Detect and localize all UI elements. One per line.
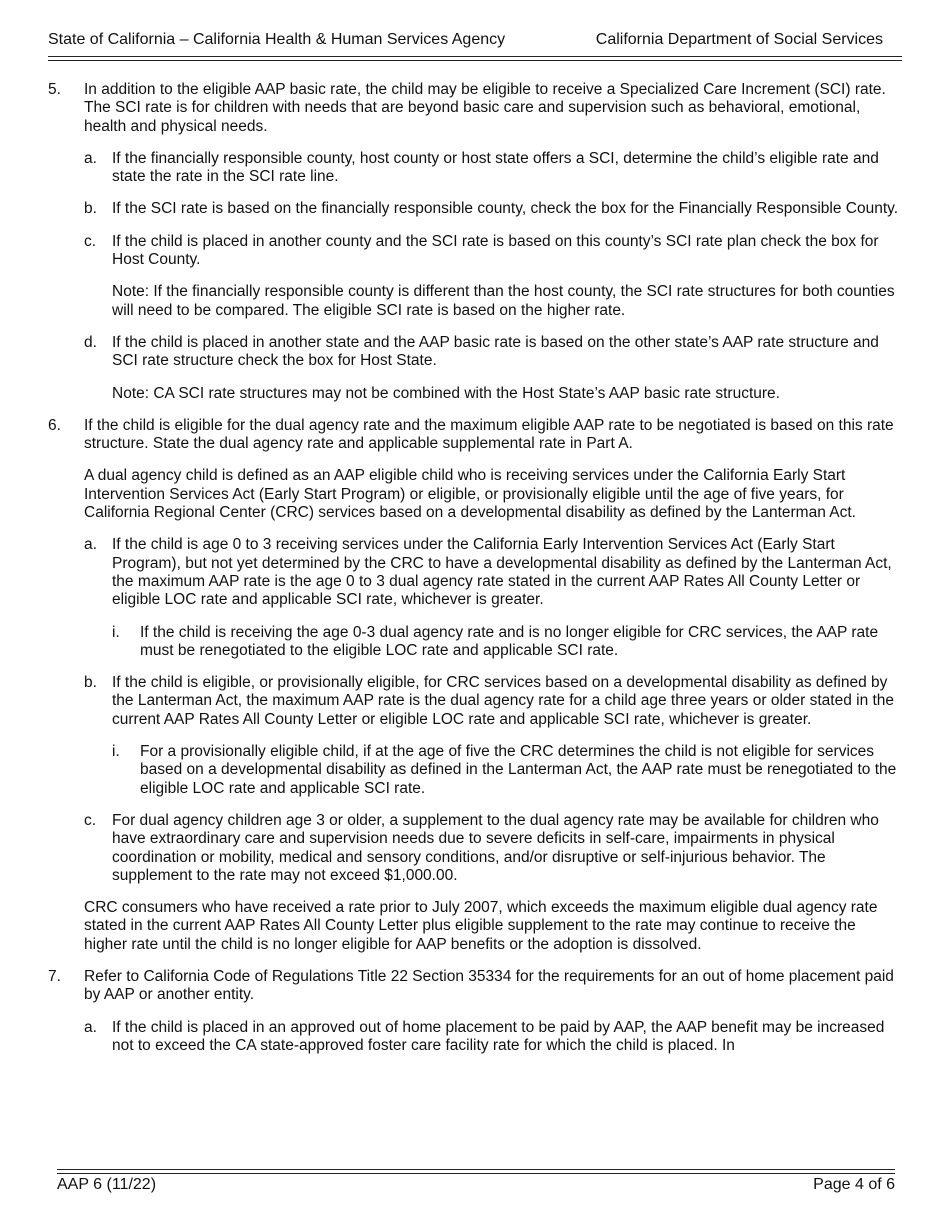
sub-item-text: If the child is placed in another state and the AAP basic rate is based on the other state’s AAP rate structure and SCI rate structure check the box for Host State. <box>112 333 879 370</box>
sub-item-6b-i <box>112 743 902 798</box>
sub-item-label: c. <box>84 232 97 250</box>
item-number: 6. <box>48 416 61 434</box>
instruction-item-6 <box>48 417 902 954</box>
sub-item-7a <box>84 1019 902 1056</box>
item-text: If the child is eligible for the dual agency rate and the maximum eligible AAP rate to be negotiated is based on this rate structure. State the dual agency rate and applicable supplemental rate in Part A. <box>84 416 894 453</box>
sub-item-5b <box>84 200 902 218</box>
roman-label: i. <box>112 743 120 761</box>
sub-item-label: b. <box>84 674 97 692</box>
sub-item-6a <box>84 536 902 660</box>
page-number: Page 4 of 6 <box>813 1176 895 1193</box>
item-closing-paragraph: CRC consumers who have received a rate prior to July 2007, which exceeds the maximum eligible dual agency rate stated in the current AAP Rates All County Letter plus eligible supplement to the rate may continue to receive the higher rate until the child is no longer eligible for AAP benefits or the adoption is dissolved. <box>84 899 878 953</box>
sub-item-label: a. <box>84 1018 97 1036</box>
sub-item-5c <box>84 233 902 320</box>
item-text: Refer to California Code of Regulations Title 22 Section 35334 for the requirements for an out of home placement paid by AAP or another entity. <box>84 967 894 1004</box>
sub-item-note: Note: CA SCI rate structures may not be combined with the Host State’s AAP basic rate structure. <box>112 384 780 402</box>
page-body <box>48 81 902 1069</box>
page-header <box>48 31 883 49</box>
header-rule-bottom <box>48 60 902 61</box>
item-number: 7. <box>48 967 61 985</box>
roman-label: i. <box>112 623 120 641</box>
sub-item-5a <box>84 150 902 187</box>
header-rule-top <box>48 56 902 57</box>
sub-item-text: If the child is placed in another county and the SCI rate is based on this county’s SCI rate plan check the box for Host County. <box>112 232 879 269</box>
instruction-item-7 <box>48 968 902 1055</box>
sub-item-note: Note: If the financially responsible county is different than the host county, the SCI rate structures for both counties will need to be compared. The eligible SCI rate is based on the higher rate. <box>112 283 895 319</box>
sub-item-label: d. <box>84 333 97 351</box>
sub-item-6b <box>84 674 902 798</box>
page-footer <box>57 1176 895 1194</box>
item-number: 5. <box>48 81 61 98</box>
roman-text: For a provisionally eligible child, if at the age of five the CRC determines the child is not eligible for services based on a developmental disability as defined in the Lanterman Act, the AAP rate must be renegotiated to the eligible LOC rate and applicable SCI rate. <box>140 743 897 797</box>
sub-item-text: If the child is eligible, or provisionally eligible, for CRC services based on a developmental disability as defined by the Lanterman Act, the maximum AAP rate is the dual agency rate for a child age three years or older stated in the current AAP Rates All County Letter or eligible LOC rate and applicable SCI rate, whichever is greater. <box>112 674 895 728</box>
instruction-item-5 <box>48 81 902 403</box>
sub-item-label: c. <box>84 811 97 829</box>
footer-rule-bottom <box>57 1173 895 1174</box>
roman-text: If the child is receiving the age 0-3 dual agency rate and is no longer eligible for CRC services, the AAP rate must be renegotiated to the eligible LOC rate and applicable SCI rate. <box>140 623 879 659</box>
sub-item-text: If the financially responsible county, host county or host state offers a SCI, determine the child’s eligible rate and state the rate in the SCI rate line. <box>112 149 879 186</box>
item-definition-paragraph: A dual agency child is defined as an AAP eligible child who is receiving services under the California Early Start Intervention Services Act (Early Start Program) or eligible, or provisionally eligible until the age of five years, for California Regional Center (CRC) services based on a developmental disability as defined by the Lanterman Act. <box>84 467 856 522</box>
sub-item-text: If the SCI rate is based on the financially responsible county, check the box for the Financially Responsible County. <box>112 200 899 218</box>
footer-rule-top <box>57 1169 895 1170</box>
sub-item-label: a. <box>84 149 97 167</box>
form-number: AAP 6 (11/22) <box>57 1176 157 1193</box>
item-text: In addition to the eligible AAP basic rate, the child may be eligible to receive a Specialized Care Increment (SCI) rate. The SCI rate is for children with needs that are beyond basic care and supervision such as behavioral, emotional, health and physical needs. <box>84 81 886 135</box>
sub-item-text: If the child is placed in an approved out of home placement to be paid by AAP, the AAP benefit may be increased not to exceed the CA state-approved foster care facility rate for which the child is placed. In <box>112 1018 885 1054</box>
header-department: California Department of Social Services <box>595 31 883 48</box>
sub-item-6c <box>84 812 902 885</box>
sub-item-6a-i <box>112 624 902 661</box>
sub-item-label: a. <box>84 536 97 554</box>
sub-item-text: If the child is age 0 to 3 receiving services under the California Early Intervention Services Act (Early Start Program), but not yet determined by the CRC to have a developmental disability as defined by the Lanterman Act, the maximum AAP rate is the age 0 to 3 dual agency rate stated in the current AAP Rates All County Letter or eligible LOC rate and applicable SCI rate, whichever is greater. <box>112 536 892 609</box>
sub-item-text: For dual agency children age 3 or older, a supplement to the dual agency rate may be available for children who have extraordinary care and supervision needs due to severe deficits in self-care, impairments in physical coordination or mobility, medical and sensory conditions, and/or disruptive or self-injurious behavior. The supplement to the rate may not exceed $1,000.00. <box>112 811 879 884</box>
sub-item-5d <box>84 334 902 403</box>
sub-item-label: b. <box>84 200 97 218</box>
header-agency: State of California – California Health & Human Services Agency <box>48 31 506 48</box>
